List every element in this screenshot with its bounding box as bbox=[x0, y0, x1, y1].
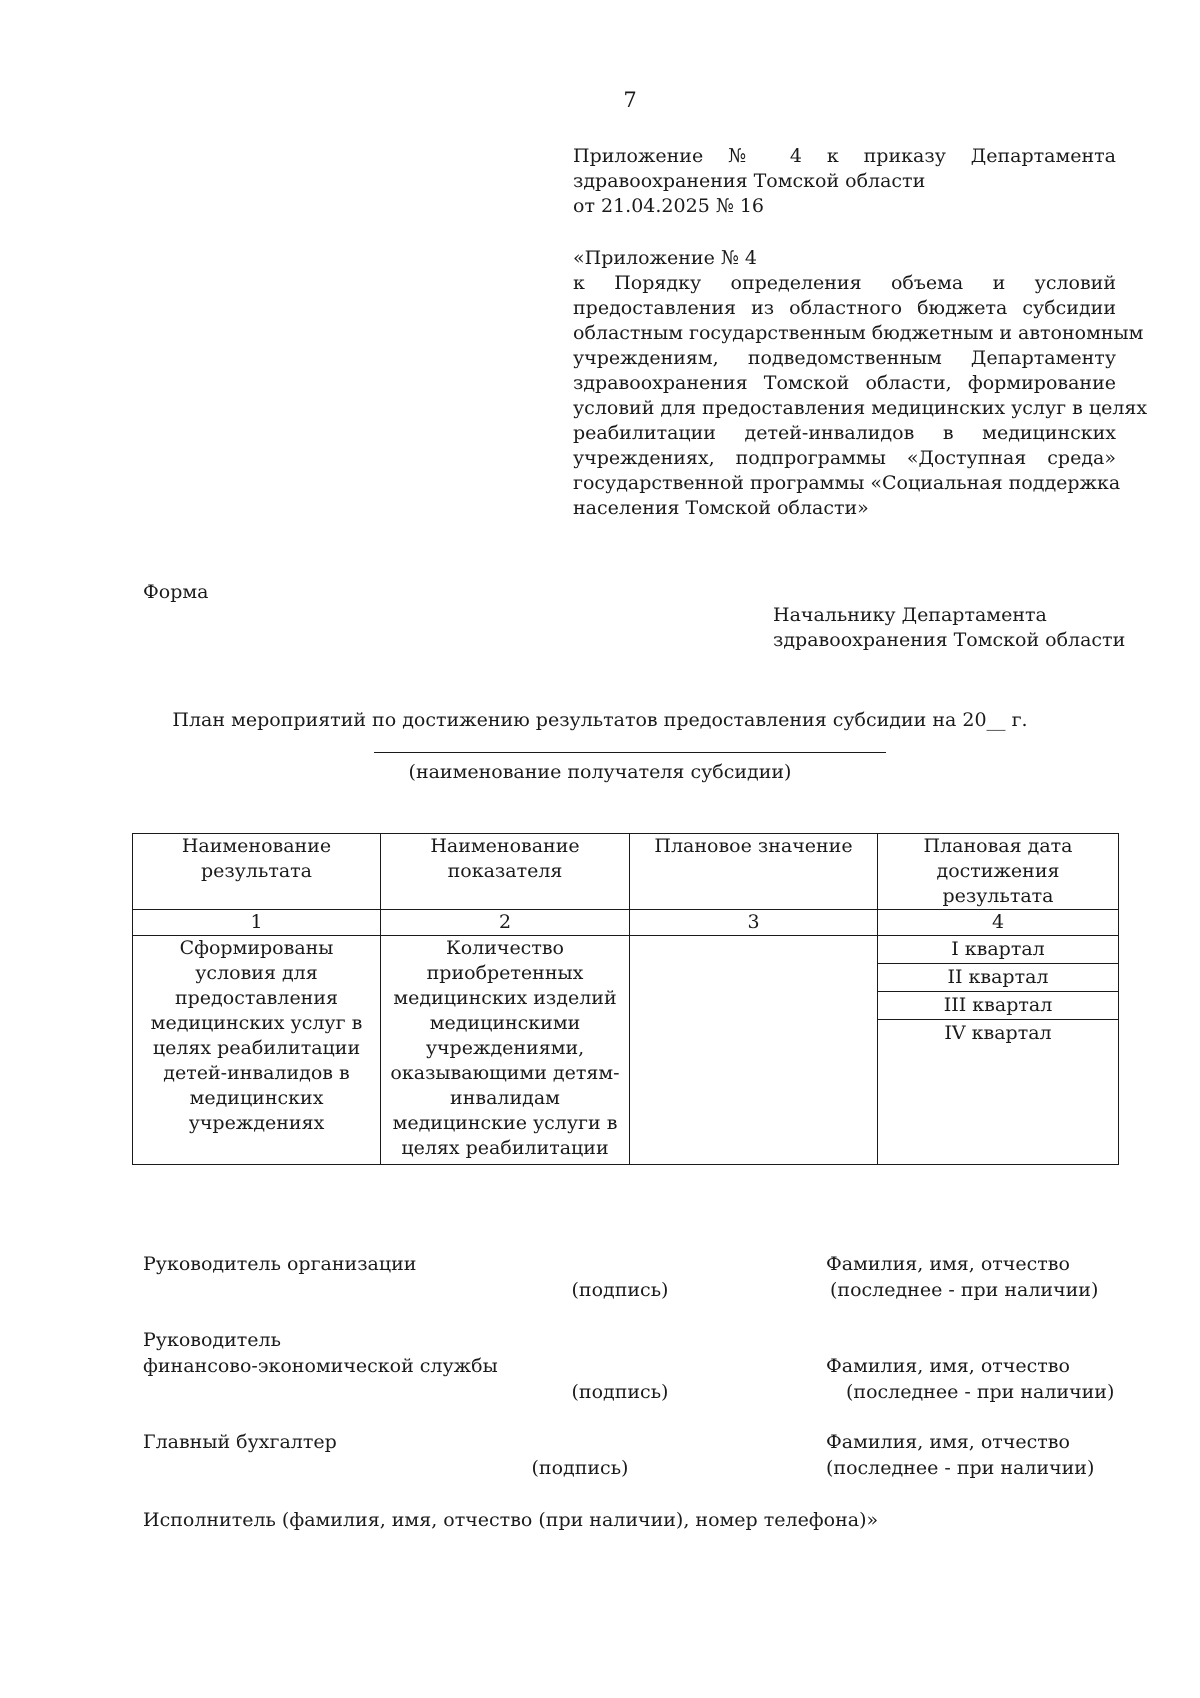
appendix-quote-line: «Приложение № 4 bbox=[573, 247, 757, 269]
head-signature-caption: (подпись) bbox=[571, 1279, 669, 1301]
column-number: 4 bbox=[878, 910, 1119, 936]
finance-signature-caption: (подпись) bbox=[571, 1381, 669, 1403]
accountant-signature-caption: (подпись) bbox=[531, 1457, 629, 1479]
quarter-label: I квартал bbox=[878, 936, 1118, 964]
appendix-header-line: здравоохранения Томской области bbox=[573, 170, 926, 192]
appendix-quote-line: населения Томской области» bbox=[573, 497, 869, 519]
appendix-quote-line: условий для предоставления медицинских услуг в целях bbox=[573, 397, 1148, 419]
finance-label: Руководитель bbox=[143, 1329, 281, 1351]
header-result: Наименование результата bbox=[133, 834, 381, 910]
appendix-quote bbox=[573, 246, 1148, 521]
recipient-caption: (наименование получателя субсидии) bbox=[408, 761, 792, 783]
result-cell: Сформированы условия для предоставления медицинских услуг в целях реабилитации детей-инвалидов в медицинских учреждениях bbox=[133, 936, 381, 1165]
appendix-header-line: от 21.04.2025 № 16 bbox=[573, 195, 765, 217]
appendix-quote-line: учреждениях, подпрограммы «Доступная среда» bbox=[573, 447, 1116, 469]
addressee-line: здравоохранения Томской области bbox=[773, 629, 1126, 651]
appendix-header bbox=[573, 144, 1116, 219]
head-name-caption: Фамилия, имя, отчество bbox=[826, 1253, 1070, 1275]
executor-line: Исполнитель (фамилия, имя, отчество (при наличии), номер телефона)» bbox=[143, 1509, 879, 1531]
appendix-quote-line: государственной программы «Социальная поддержка bbox=[573, 472, 1121, 494]
appendix-quote-line: к Порядку определения объема и условий bbox=[573, 272, 1116, 294]
finance-label: финансово-экономической службы bbox=[143, 1355, 498, 1377]
accountant-name-note: (последнее - при наличии) bbox=[826, 1457, 1095, 1479]
plan-title: План мероприятий по достижению результатов предоставления субсидии на 20__ г. bbox=[172, 709, 1028, 731]
column-number: 1 bbox=[133, 910, 381, 936]
appendix-quote-line: здравоохранения Томской области, формирование bbox=[573, 372, 1116, 394]
quarter-label: II квартал bbox=[878, 964, 1118, 992]
finance-name-caption: Фамилия, имя, отчество bbox=[826, 1355, 1070, 1377]
appendix-quote-line: учреждениям, подведомственным Департаменту bbox=[573, 347, 1116, 369]
finance-name-note: (последнее - при наличии) bbox=[846, 1381, 1115, 1403]
form-label: Форма bbox=[143, 581, 209, 603]
accountant-name-caption: Фамилия, имя, отчество bbox=[826, 1431, 1070, 1453]
quarter-label: IV квартал bbox=[944, 1022, 1052, 1044]
appendix-header-line: Приложение № 4 к приказу Департамента bbox=[573, 145, 1116, 167]
recipient-underline bbox=[374, 752, 886, 753]
appendix-quote-line: предоставления из областного бюджета субсидии bbox=[573, 297, 1116, 319]
appendix-quote-line: реабилитации детей-инвалидов в медицинских bbox=[573, 422, 1116, 444]
column-number: 3 bbox=[630, 910, 878, 936]
plan-table bbox=[132, 833, 1119, 1165]
page-number: 7 bbox=[623, 88, 637, 112]
addressee bbox=[773, 603, 1125, 653]
indicator-cell: Количество приобретенных медицинских изделий медицинскими учреждениями, оказывающими детям-инвалидам медицинские услуги в целях реабилитации bbox=[381, 936, 630, 1165]
column-number: 2 bbox=[381, 910, 630, 936]
header-planned-value: Плановое значение bbox=[630, 834, 878, 910]
appendix-quote-line: областным государственным бюджетным и автономным bbox=[573, 322, 1144, 344]
header-indicator: Наименование показателя bbox=[381, 834, 630, 910]
column-number-row bbox=[133, 910, 1119, 936]
quarter-label: III квартал bbox=[878, 992, 1118, 1020]
head-label: Руководитель организации bbox=[143, 1253, 417, 1275]
planned-date-cell bbox=[878, 936, 1119, 1165]
accountant-label: Главный бухгалтер bbox=[143, 1431, 337, 1453]
header-planned-date: Плановая дата достижения результата bbox=[878, 834, 1119, 910]
planned-value-cell bbox=[630, 936, 878, 1165]
addressee-line: Начальнику Департамента bbox=[773, 604, 1047, 626]
table-header-row bbox=[133, 834, 1119, 910]
table-row bbox=[133, 936, 1119, 1165]
head-name-note: (последнее - при наличии) bbox=[830, 1279, 1099, 1301]
